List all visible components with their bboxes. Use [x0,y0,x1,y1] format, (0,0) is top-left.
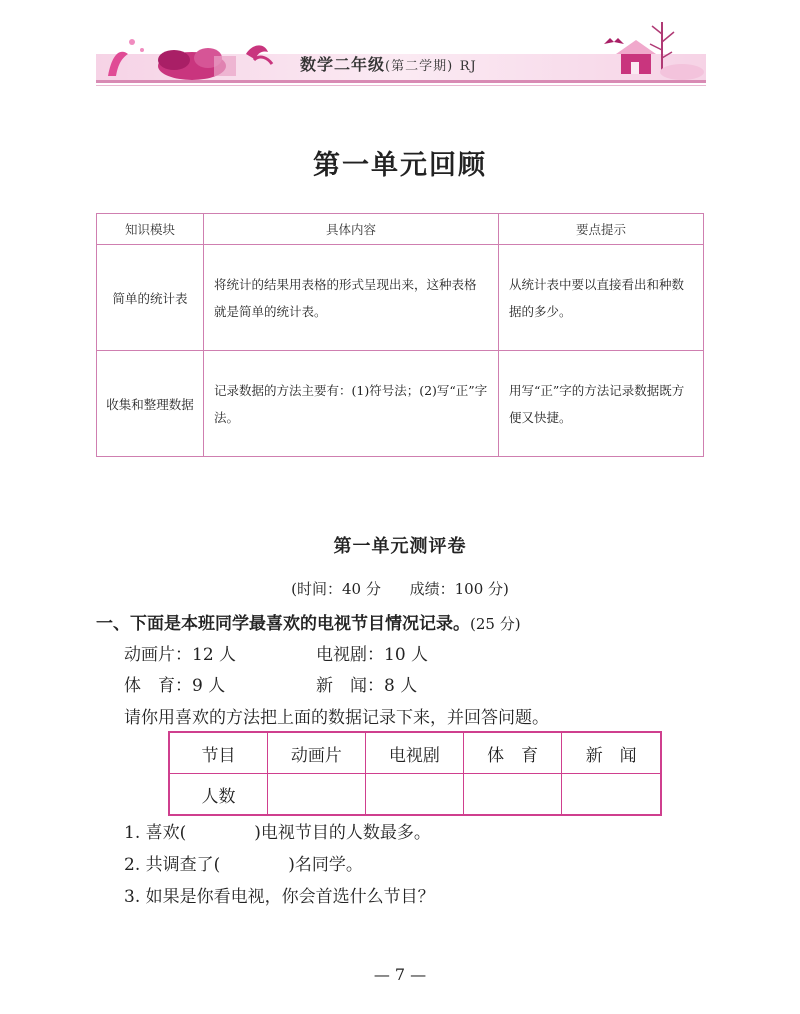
record-sports: 体 育：9 人 [124,676,226,696]
tv-cell-cartoon[interactable] [267,774,365,816]
test-info [0,578,800,599]
tv-cell-sports[interactable] [463,774,562,816]
review-content: 记录数据的方法主要有：(1)符号法；(2)写“正”字法。 [204,351,499,457]
bat-icon [604,38,624,44]
tv-table-header [169,732,661,774]
review-col-content: 具体内容 [204,214,499,245]
review-tips: 从统计表中要以直接看出和种数据的多少。 [499,245,704,351]
review-content: 将统计的结果用表格的形式呈现出来，这种表格就是简单的统计表。 [204,245,499,351]
header-edition: RJ [459,59,477,74]
tv-col-program: 节目 [169,732,267,774]
test-title: 第一单元测评卷 [333,536,467,557]
header-term: (第二学期) [385,59,454,74]
sub-question-1: 1. 喜欢( )电视节目的人数最多。 [124,823,431,843]
record-drama: 电视剧：10 人 [316,645,429,665]
question-1-points: (25 分) [470,615,521,633]
header-grade: 数学二年级 [300,55,386,74]
record-news: 新 闻：8 人 [316,676,418,696]
review-col-tips: 要点提示 [499,214,704,245]
record-line-2 [124,671,624,696]
review-table-header [97,214,704,245]
tv-col-drama: 电视剧 [365,732,463,774]
record-line-1 [124,640,624,665]
review-module: 简单的统计表 [97,245,204,351]
review-table [96,213,704,457]
header-divider [96,80,706,83]
question-1-heading [96,609,521,634]
review-tips: 用写“正”字的方法记录数据既方便又快捷。 [499,351,704,457]
header-title [300,52,477,75]
review-row [97,245,704,351]
tv-cell-drama[interactable] [365,774,463,816]
review-title: 第一单元回顾 [313,150,487,181]
sub-question-2: 2. 共调查了( )名同学。 [124,855,363,875]
tv-data-table [168,731,662,816]
question-1-text: 一、下面是本班同学最喜欢的电视节目情况记录。 [96,614,470,634]
page-number: — 7 — [373,965,427,984]
sub-question-3: 3. 如果是你看电视，你会首选什么节目？ [124,887,435,907]
test-time: (时间：40 分 [291,580,381,598]
tv-col-cartoon: 动画片 [267,732,365,774]
test-score: 成绩：100 分) [409,580,509,598]
tv-cell-news[interactable] [562,774,661,816]
header-divider-thin [96,85,706,86]
review-module: 收集和整理数据 [97,351,204,457]
header-banner [96,14,706,88]
instruction: 请你用喜欢的方法把上面的数据记录下来，并回答问题。 [124,708,549,728]
record-cartoon: 动画片：12 人 [124,645,237,665]
tv-col-news: 新 闻 [562,732,661,774]
tv-row-label: 人数 [169,774,267,816]
tv-col-sports: 体 育 [463,732,562,774]
review-row [97,351,704,457]
tv-table-row [169,774,661,816]
review-col-module: 知识模块 [97,214,204,245]
